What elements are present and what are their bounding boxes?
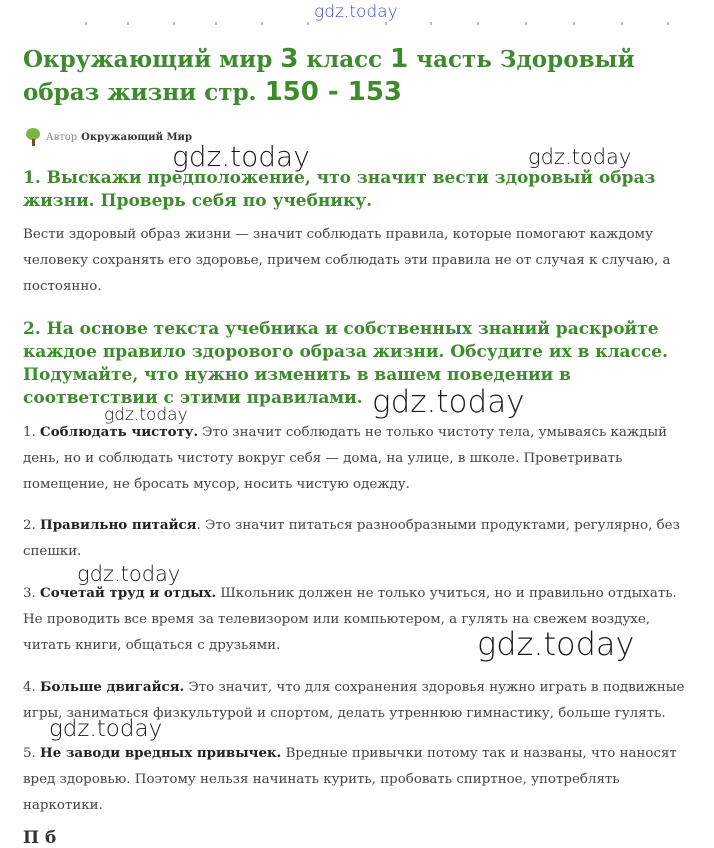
rule-item: 5. Не заводи вредных привычек. Вредные привычки потому так и названы, что наносят вред здоровью. Поэтому нельзя начинать курить, пробовать спиртное, употреблять наркотики.: [23, 745, 677, 813]
author-prefix: Автор: [46, 131, 78, 143]
watermark: gdz.today: [104, 405, 188, 425]
rule-item: 3. Сочетай труд и отдых. Школьник должен не только учиться, но и правильно отдыхать. Не проводить все время за телевизором или компьютером, а гулять на свежем воздухе, читать книги, общаться с друзьями.: [23, 585, 677, 653]
next-heading-cut-off: П б: [23, 828, 57, 848]
page-title: Окружающий мир 3 класс 1 часть Здоровый образ жизни стр. 150 - 153: [23, 44, 635, 107]
watermark: gdz.today: [49, 716, 163, 742]
question-1-answer: Вести здоровый образ жизни — значит соблюдать правила, которые помогают каждому человеку сохранять его здоровье, причем соблюдать эти правила не от случая к случаю, а постоянно.: [23, 227, 671, 294]
watermark-top[interactable]: gdz.today: [314, 2, 398, 22]
question-2-heading: 2. На основе текста учебника и собственных знаний раскройте каждое правило здорового образа жизни. Обсудите их в классе. Подумайте, что нужно изменить в вашем поведении в соответствии с этими правилами.: [23, 319, 669, 408]
author-name[interactable]: Окружающий Мир: [81, 131, 192, 143]
rule-item: 2. Правильно питайся. Это значит питаться разнообразными продуктами, регулярно, без спешки.: [23, 517, 680, 559]
tree-icon: [24, 128, 42, 146]
watermark: gdz.today: [372, 384, 525, 420]
watermark: gdz.today: [477, 625, 635, 663]
author-line: [24, 128, 192, 146]
watermark: gdz.today: [77, 562, 181, 586]
watermark: gdz.today: [172, 140, 310, 173]
question-1-heading: 1. Выскажи предположение, что значит вести здоровый образ жизни. Проверь себя по учебнику.: [23, 168, 656, 211]
top-divider-dots: [85, 22, 685, 26]
watermark: gdz.today: [528, 145, 632, 169]
rule-item: 1. Соблюдать чистоту. Это значит соблюдать не только чистоту тела, умываясь каждый день, но и соблюдать чистоту вокруг себя — дома, на улице, в школе. Проветривать помещение, не бросать мусор, носить чистую одежду.: [23, 424, 668, 492]
rule-item: 4. Больше двигайся. Это значит, что для сохранения здоровья нужно играть в подвижные игры, заниматься физкультурой и спортом, делать утреннюю гимнастику, больше гулять.: [23, 679, 685, 721]
